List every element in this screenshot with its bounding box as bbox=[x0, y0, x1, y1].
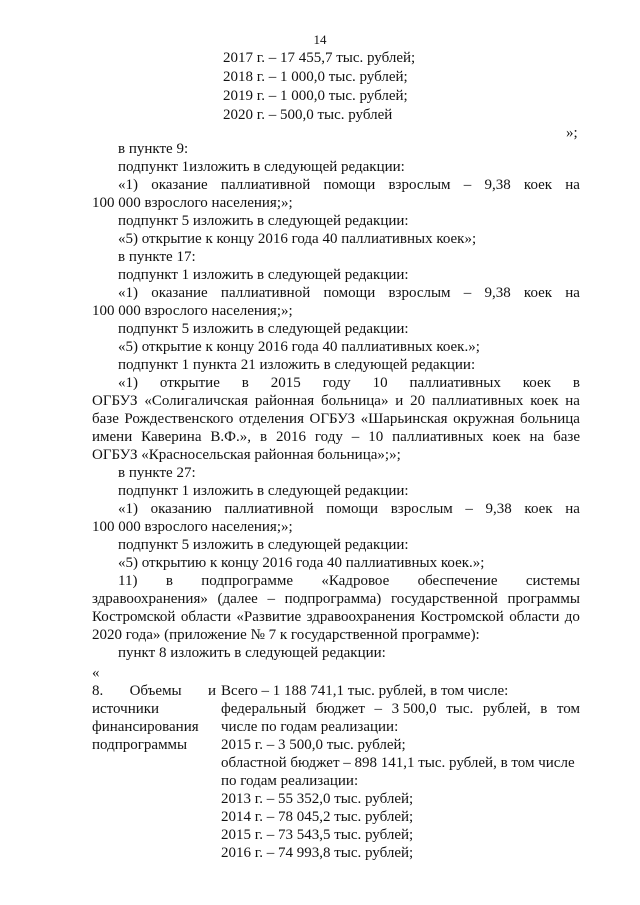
table-left-row2: источники bbox=[92, 701, 160, 717]
table-right-row: областной бюджет – 898 141,1 тыс. рублей, в том числе bbox=[221, 755, 575, 771]
table-right-row: 2014 г. – 78 045,2 тыс. рублей; bbox=[221, 809, 414, 825]
p17-sub5-text: «5) открытие к концу 2016 года 40 паллиативных коек.»; bbox=[118, 339, 480, 355]
p9-label: в пункте 9: bbox=[118, 141, 189, 157]
p21-text-line4: имени Каверина В.Ф.», в 2016 году – 10 паллиативных коек на базе bbox=[92, 429, 580, 445]
page-number: 14 bbox=[313, 32, 327, 47]
table-left-row3: финансирования bbox=[92, 719, 199, 735]
p9-sub1: подпункт 1изложить в следующей редакции: bbox=[118, 159, 405, 175]
p21-text-line3: базе Рождественского отделения ОГБУЗ «Шарьинская окружная больница bbox=[92, 411, 580, 427]
table-right-row: 2013 г. – 55 352,0 тыс. рублей; bbox=[221, 791, 414, 807]
closing-quote: »; bbox=[566, 125, 578, 141]
table-right-row: 2015 г. – 73 543,5 тыс. рублей; bbox=[221, 827, 414, 843]
open-quote: « bbox=[92, 665, 100, 681]
item11-line4: 2020 года» (приложение № 7 к государственной программе): bbox=[92, 627, 480, 643]
p9-sub1-text: «1) оказание паллиативной помощи взрослым – 9,38 коек на bbox=[118, 177, 580, 193]
p27-sub1: подпункт 1 изложить в следующей редакции: bbox=[118, 483, 409, 499]
table-right-row: числе по годам реализации: bbox=[221, 719, 399, 735]
table-left-row4: подпрограммы bbox=[92, 737, 188, 753]
p17-sub5: подпункт 5 изложить в следующей редакции: bbox=[118, 321, 409, 337]
p21-text-line5: ОГБУЗ «Красносельская районная больница»;»; bbox=[92, 447, 401, 463]
p27-label: в пункте 27: bbox=[118, 465, 196, 481]
p17-label: в пункте 17: bbox=[118, 249, 196, 265]
p21-text-line2: ОГБУЗ «Солигаличская районная больница» и 20 паллиативных коек на bbox=[92, 393, 580, 409]
p17-sub1-text: «1) оказание паллиативной помощи взрослым – 9,38 коек на bbox=[118, 285, 580, 301]
p21-text-line1: «1) открытие в 2015 году 10 паллиативных коек в bbox=[118, 375, 580, 391]
item11-line2: здравоохранения» (далее – подпрограмма) государственной программы bbox=[92, 591, 580, 607]
table-right-row: федеральный бюджет – 3 500,0 тыс. рублей, в том bbox=[221, 701, 580, 717]
year-line: 2020 г. – 500,0 тыс. рублей bbox=[223, 107, 393, 123]
p27-sub5-text: «5) открытию к концу 2016 года 40 паллиативных коек.»; bbox=[118, 555, 485, 571]
p27-sub5: подпункт 5 изложить в следующей редакции: bbox=[118, 537, 409, 553]
p8-intro: пункт 8 изложить в следующей редакции: bbox=[118, 645, 386, 661]
table-right-row: 2015 г. – 3 500,0 тыс. рублей; bbox=[221, 737, 406, 753]
p9-sub5-text: «5) открытие к концу 2016 года 40 паллиативных коек»; bbox=[118, 231, 477, 247]
year-line: 2017 г. – 17 455,7 тыс. рублей; bbox=[223, 50, 416, 66]
year-line: 2018 г. – 1 000,0 тыс. рублей; bbox=[223, 69, 408, 85]
item11-line3: Костромской области «Развитие здравоохранения Костромской области до bbox=[92, 609, 580, 625]
p21-intro: подпункт 1 пункта 21 изложить в следующей редакции: bbox=[118, 357, 476, 373]
p27-sub1-text: «1) оказанию паллиативной помощи взрослым – 9,38 коек на bbox=[118, 501, 580, 517]
year-line: 2019 г. – 1 000,0 тыс. рублей; bbox=[223, 88, 408, 104]
p9-sub5: подпункт 5 изложить в следующей редакции: bbox=[118, 213, 409, 229]
table-right-row: Всего – 1 188 741,1 тыс. рублей, в том числе: bbox=[221, 683, 509, 699]
table-left-row1: 8. Объемы и bbox=[92, 683, 216, 699]
p17-sub1-text-cont: 100 000 взрослого населения;»; bbox=[92, 303, 293, 319]
table-right-row: 2016 г. – 74 993,8 тыс. рублей; bbox=[221, 845, 414, 861]
table-right-row: по годам реализации: bbox=[221, 773, 359, 789]
p27-sub1-text-cont: 100 000 взрослого населения;»; bbox=[92, 519, 293, 535]
item11-line1: 11) в подпрограмме «Кадровое обеспечение системы bbox=[118, 573, 580, 589]
p17-sub1: подпункт 1 изложить в следующей редакции: bbox=[118, 267, 409, 283]
p9-sub1-text-cont: 100 000 взрослого населения;»; bbox=[92, 195, 293, 211]
